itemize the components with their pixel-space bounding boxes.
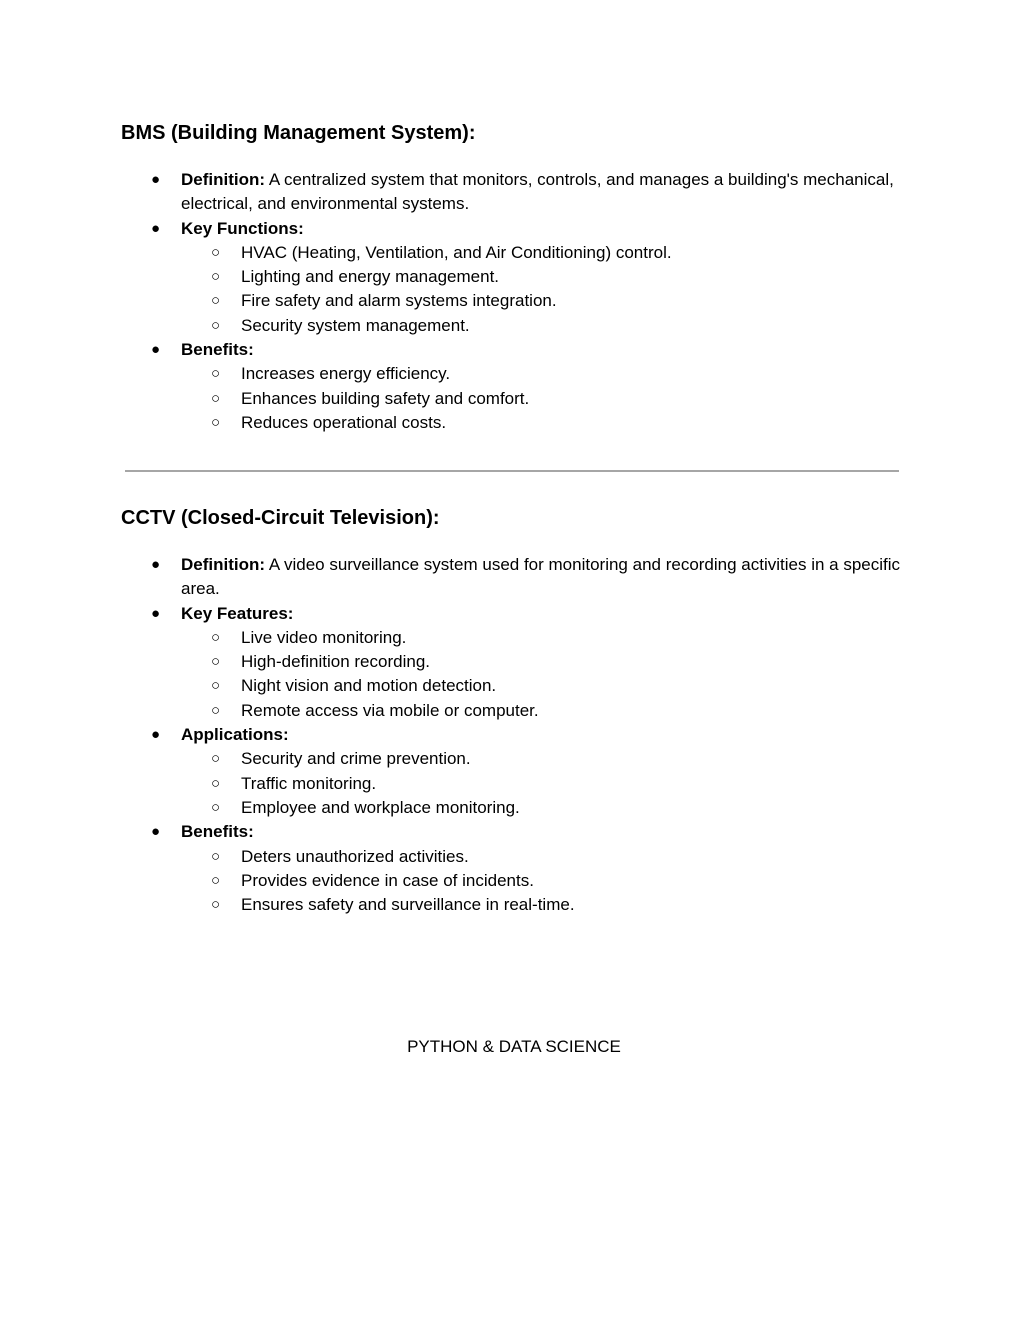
list-item — [181, 845, 901, 869]
list-item-text: Deters unauthorized activities. — [241, 846, 469, 866]
bms-key-functions-list — [181, 241, 901, 338]
cctv-definition-label: Definition: — [181, 555, 266, 574]
cctv-key-features-list — [181, 626, 901, 723]
hollow-bullet-icon: ○ — [211, 871, 221, 889]
list-item — [181, 796, 901, 820]
page-footer: PYTHON & DATA SCIENCE — [407, 1037, 621, 1056]
bms-benefits-label: Benefits: — [181, 340, 254, 360]
cctv-benefits-label: Benefits: — [181, 822, 254, 842]
hollow-bullet-icon: ○ — [211, 292, 221, 310]
cctv-list — [121, 553, 901, 917]
filled-bullet-icon: ● — [151, 726, 161, 744]
bms-benefits-item — [121, 338, 901, 362]
cctv-heading: CCTV (Closed-Circuit Television): — [121, 507, 440, 529]
hollow-bullet-icon: ○ — [211, 628, 221, 646]
list-item — [181, 362, 901, 386]
hollow-bullet-icon: ○ — [211, 243, 221, 261]
list-item — [181, 265, 901, 289]
hollow-bullet-icon: ○ — [211, 389, 221, 407]
bms-list — [121, 168, 901, 435]
list-item-text: Reduces operational costs. — [241, 412, 447, 432]
list-item — [181, 772, 901, 796]
filled-bullet-icon: ● — [151, 556, 161, 573]
bms-benefits-list — [181, 362, 901, 435]
list-item-text: Fire safety and alarm systems integration. — [241, 291, 557, 311]
list-item-text: Security system management. — [241, 315, 470, 335]
list-item-text: Provides evidence in case of incidents. — [241, 870, 534, 890]
list-item — [181, 314, 901, 338]
hollow-bullet-icon: ○ — [211, 701, 221, 719]
filled-bullet-icon: ● — [151, 823, 161, 841]
list-item-text: Security and crime prevention. — [241, 749, 471, 769]
filled-bullet-icon: ● — [151, 341, 161, 359]
cctv-applications-label: Applications: — [181, 725, 289, 745]
bms-definition-item — [121, 168, 901, 217]
list-item — [181, 411, 901, 435]
hollow-bullet-icon: ○ — [211, 413, 221, 431]
list-item-text: Employee and workplace monitoring. — [241, 797, 520, 817]
cctv-applications-sublist-wrap — [121, 747, 901, 820]
bms-key-functions-item — [121, 217, 901, 241]
list-item-text: Night vision and motion detection. — [241, 676, 497, 696]
list-item — [181, 747, 901, 771]
list-item — [181, 387, 901, 411]
hollow-bullet-icon: ○ — [211, 847, 221, 865]
filled-bullet-icon: ● — [151, 604, 161, 622]
filled-bullet-icon: ● — [151, 219, 161, 237]
list-item-text: Remote access via mobile or computer. — [241, 700, 539, 720]
list-item — [181, 869, 901, 893]
bms-heading: BMS (Building Management System): — [121, 122, 476, 144]
hollow-bullet-icon: ○ — [211, 653, 221, 671]
cctv-key-features-sublist-wrap — [121, 626, 901, 723]
filled-bullet-icon: ● — [151, 171, 161, 188]
list-item-text: Lighting and energy management. — [241, 267, 500, 287]
cctv-benefits-item — [121, 820, 901, 844]
list-item — [181, 674, 901, 698]
hollow-bullet-icon: ○ — [211, 774, 221, 792]
hollow-bullet-icon: ○ — [211, 677, 221, 695]
list-item — [181, 650, 901, 674]
bms-key-functions-sublist-wrap — [121, 241, 901, 338]
list-item — [181, 241, 901, 265]
cctv-key-features-label: Key Features: — [181, 603, 294, 623]
hollow-bullet-icon: ○ — [211, 798, 221, 816]
cctv-definition-item — [121, 553, 901, 602]
cctv-key-features-item — [121, 602, 901, 626]
list-item-text: HVAC (Heating, Ventilation, and Air Conditioning) control. — [241, 242, 672, 262]
hollow-bullet-icon: ○ — [211, 365, 221, 383]
bms-definition-text: A centralized system that monitors, controls, and manages a building's mechanical, electrical, and environmental systems. — [181, 170, 894, 214]
cctv-section — [121, 504, 901, 917]
cctv-definition-text: A video surveillance system used for monitoring and recording activities in a specific area. — [181, 555, 901, 599]
hollow-bullet-icon: ○ — [211, 316, 221, 334]
list-item-text: Traffic monitoring. — [241, 773, 377, 793]
list-item-text: Ensures safety and surveillance in real-time. — [241, 895, 575, 915]
list-item — [181, 289, 901, 313]
bms-key-functions-label: Key Functions: — [181, 218, 304, 238]
hollow-bullet-icon: ○ — [211, 268, 221, 286]
hollow-bullet-icon: ○ — [211, 750, 221, 768]
bms-definition-label: Definition: — [181, 170, 266, 189]
list-item-text: High-definition recording. — [241, 652, 430, 672]
list-item — [181, 626, 901, 650]
cctv-benefits-sublist-wrap — [121, 845, 901, 918]
list-item — [181, 893, 901, 917]
horizontal-divider — [125, 470, 899, 472]
list-item — [181, 699, 901, 723]
list-item-text: Live video monitoring. — [241, 627, 407, 647]
list-item-text: Enhances building safety and comfort. — [241, 388, 530, 408]
hollow-bullet-icon: ○ — [211, 896, 221, 914]
list-item-text: Increases energy efficiency. — [241, 364, 451, 384]
cctv-applications-item — [121, 723, 901, 747]
cctv-benefits-list — [181, 845, 901, 918]
bms-benefits-sublist-wrap — [121, 362, 901, 435]
bms-section — [121, 119, 901, 435]
cctv-applications-list — [181, 747, 901, 820]
